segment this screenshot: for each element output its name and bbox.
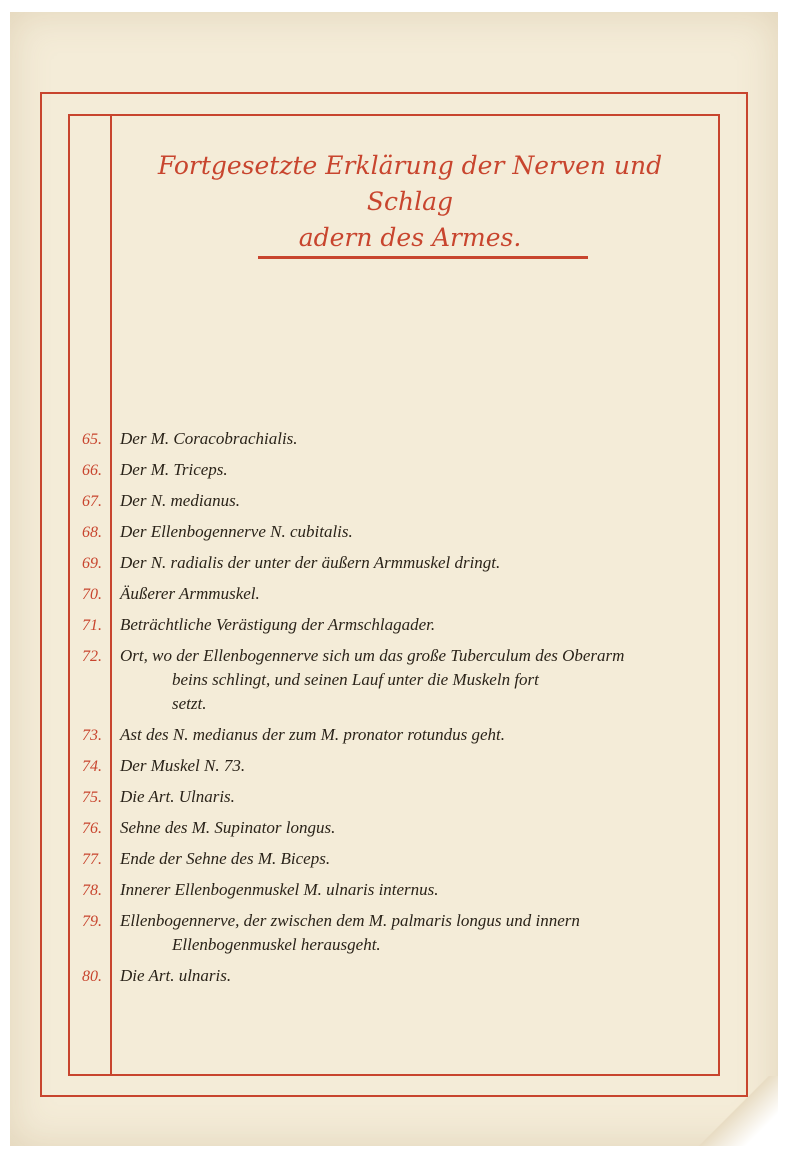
entry-number: 79.	[82, 913, 102, 930]
entry-number: 68.	[82, 524, 102, 541]
entry-text: Der Ellenbogennerve N. cubitalis.	[120, 522, 353, 541]
entry-text: Äußerer Armmuskel.	[120, 584, 260, 603]
entry-text-continuation: setzt.	[172, 694, 207, 713]
title-underline	[258, 256, 588, 259]
entry-text: Die Art. ulnaris.	[120, 966, 232, 985]
entry-number: 67.	[82, 493, 102, 510]
entry-number: 65.	[82, 431, 102, 448]
entry-number: 80.	[82, 968, 102, 985]
entry-text: Der N. medianus.	[120, 491, 240, 510]
entry-text: Ort, wo der Ellenbogennerve sich um das große Tuberculum des Oberarm	[120, 646, 625, 665]
entry-number: 72.	[82, 648, 102, 665]
title-line-1: Fortgesetzte Erklärung der Nerven und Schlag	[157, 151, 663, 216]
entry-number: 70.	[82, 586, 102, 603]
entry-text: Ende der Sehne des M. Biceps.	[120, 849, 331, 868]
entry-text: Der M. Coracobrachialis.	[120, 429, 298, 448]
entry-text: Der M. Triceps.	[120, 460, 228, 479]
entry-text: Die Art. Ulnaris.	[120, 787, 235, 806]
entry-text: Ast des N. medianus der zum M. pronator rotundus geht.	[120, 725, 506, 744]
entry-text: Ellenbogennerve, der zwischen dem M. palmaris longus und innern	[120, 911, 580, 930]
entry-text: Innerer Ellenbogenmuskel M. ulnaris internus.	[120, 880, 439, 899]
entry-number: 71.	[82, 617, 102, 634]
entry-number: 66.	[82, 462, 102, 479]
entry-number: 69.	[82, 555, 102, 572]
entry-text: Beträchtliche Verästigung der Armschlagader.	[120, 615, 436, 634]
entry-number: 73.	[82, 727, 102, 744]
entry-number: 76.	[82, 820, 102, 837]
page-title	[120, 148, 700, 256]
entry-text: Sehne des M. Supinator longus.	[120, 818, 336, 837]
entry-text: Der N. radialis der unter der äußern Armmuskel dringt.	[120, 553, 501, 572]
entry-text: Der Muskel N. 73.	[120, 756, 246, 775]
entry-number: 77.	[82, 851, 102, 868]
entry-text-continuation: beins schlingt, und seinen Lauf unter die Muskeln fort	[172, 670, 539, 689]
entry-number: 75.	[82, 789, 102, 806]
entry-number: 74.	[82, 758, 102, 775]
title-line-2: adern des Armes.	[298, 223, 522, 252]
entry-text-continuation: Ellenbogenmuskel herausgeht.	[172, 935, 381, 954]
entry-number: 78.	[82, 882, 102, 899]
